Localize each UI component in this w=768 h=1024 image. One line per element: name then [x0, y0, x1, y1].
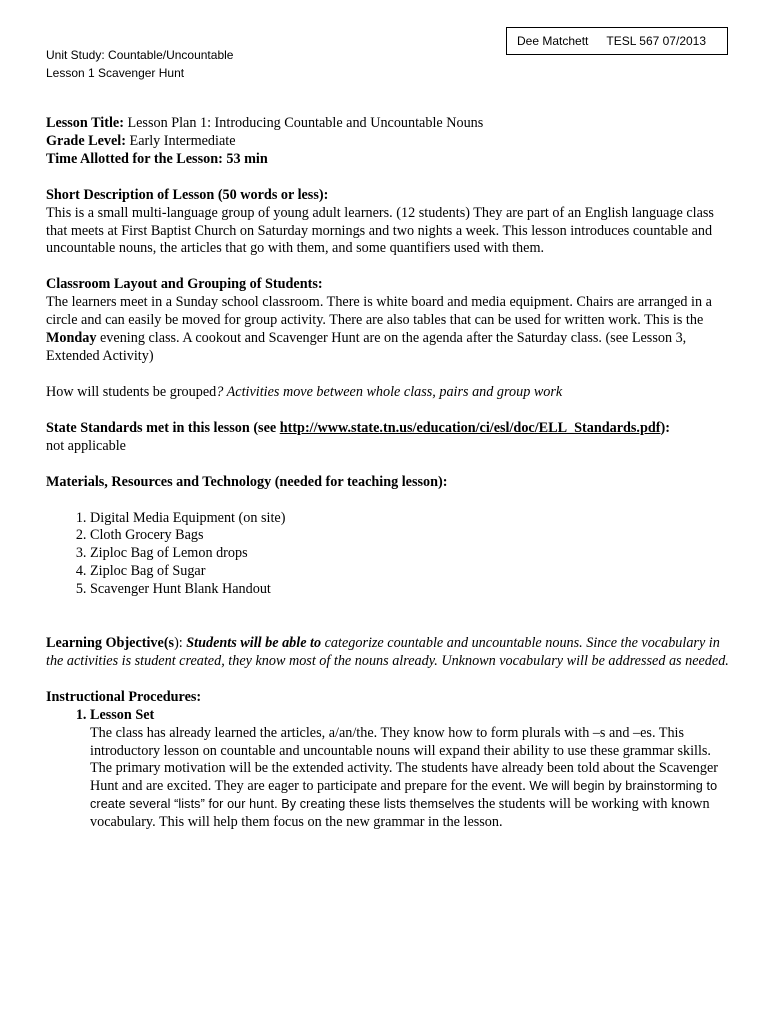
- state-standards-heading: State Standards met in this lesson (see http://www.state.tn.us/education/ci/esl/doc/ELL_Standards.pdf):: [46, 419, 670, 436]
- list-item: 2. Cloth Grocery Bags: [90, 527, 736, 545]
- lesson-name: Lesson 1 Scavenger Hunt: [46, 66, 185, 80]
- short-description-text: This is a small multi-language group of young adult learners. (12 students) They are part of an English language class that meets at First Baptist Church on Saturday mornings and two nights a week. This lesson introduces countable and uncountable nouns, the articles that go with them, and some quantifiers used with them.: [46, 204, 714, 257]
- list-item: 5. Scavenger Hunt Blank Handout: [90, 581, 736, 599]
- lesson-title: Lesson Title: Lesson Plan 1: Introducing Countable and Uncountable Nouns: [46, 115, 484, 131]
- list-item: 4. Ziploc Bag of Sugar: [90, 563, 736, 581]
- time-allotted: Time Allotted for the Lesson: 53 min: [46, 150, 268, 167]
- materials-list: [46, 510, 736, 600]
- standards-link[interactable]: http://www.state.tn.us/education/ci/esl/doc/ELL_Standards.pdf: [279, 419, 661, 436]
- list-item: 3. Ziploc Bag of Lemon drops: [90, 545, 736, 563]
- lesson-set-text: The class has already learned the articles, a/an/the. They know how to form plurals with –s and –es. This introductory lesson on countable and uncountable nouns will expand their ability to use these grammar skills. The primary motivation will be the extended activity. The students have already been told about the Scavenger Hunt and are excited. They are eager to participate and prepare for the event. We will begin by brainstorming to create several “lists” for our hunt. By creating these lists themselves the students will be working with known vocabulary. This will help them focus on the new grammar in the lesson.: [90, 724, 718, 831]
- grouping-line: How will students be grouped? Activities move between whole class, pairs and group work: [46, 383, 563, 400]
- list-item: 1. Digital Media Equipment (on site): [90, 510, 736, 528]
- classroom-layout-text: The learners meet in a Sunday school classroom. There is white board and media equipment. Chairs are arranged in a circle and can easily be moved for group activity. There are also tables that can be used for written work. This is the Monday evening class. A cookout and Scavenger Hunt are on the agenda after the Saturday class. (see Lesson 3, Extended Activity): [46, 294, 712, 364]
- unit-study: Unit Study: Countable/Uncountable: [46, 48, 234, 62]
- unit-header: [46, 46, 233, 82]
- materials-heading: Materials, Resources and Technology (needed for teaching lesson):: [46, 473, 448, 490]
- learning-objective: Learning Objective(s): Students will be able to categorize countable and uncountable nouns. Since the vocabulary in the activities is student created, they know most of the nouns already. Unknown vocabulary will be addressed as needed.: [46, 635, 729, 669]
- step-title: Lesson Set: [90, 706, 155, 723]
- lesson-plan-body: [46, 115, 736, 832]
- grade-level: Grade Level: Early Intermediate: [46, 132, 236, 149]
- course-code: TESL 567 07/2013: [606, 34, 707, 48]
- instructional-procedures-heading: Instructional Procedures:: [46, 688, 202, 705]
- list-item: [90, 707, 736, 832]
- procedures-list: [46, 707, 736, 832]
- state-standards-value: not applicable: [46, 437, 126, 454]
- author-name: Dee Matchett: [517, 34, 589, 48]
- short-description-heading: Short Description of Lesson (50 words or less):: [46, 186, 329, 203]
- classroom-layout-heading: Classroom Layout and Grouping of Students:: [46, 276, 323, 293]
- author-box: [506, 27, 728, 55]
